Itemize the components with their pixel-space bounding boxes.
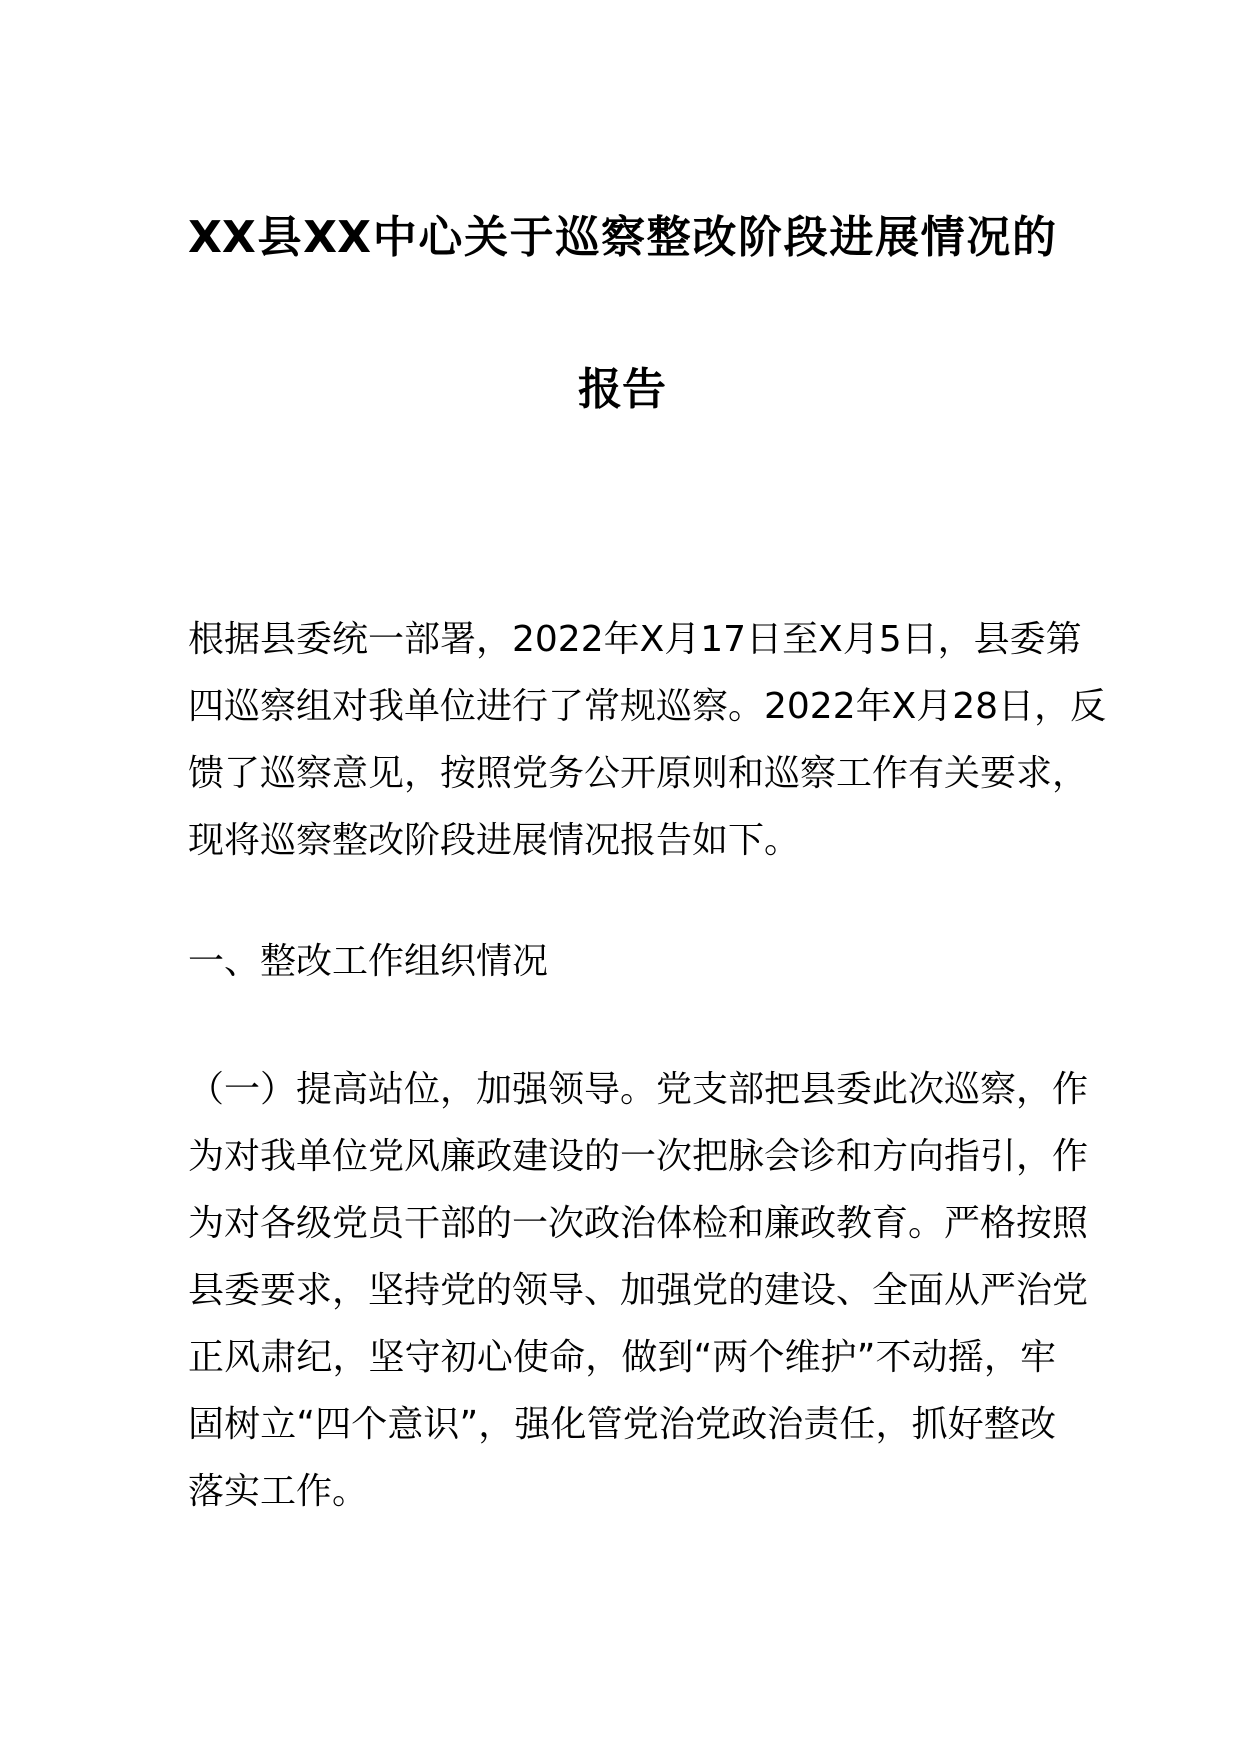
intro-line: 根据县委统一部署，2022年X月17日至X月5日，县委第 [188, 619, 1082, 660]
document-title-line-2: 报告 [578, 364, 666, 415]
intro-line: 现将巡察整改阶段进展情况报告如下。 [188, 820, 801, 861]
subsection-paragraph [188, 1056, 1089, 1525]
subsection-line: 为对我单位党风廉政建设的一次把脉会诊和方向指引，作 [188, 1136, 1089, 1177]
subsection-line: 正风肃纪，坚守初心使命，做到“两个维护”不动摇，牢 [188, 1337, 1056, 1378]
intro-line: 四巡察组对我单位进行了常规巡察。2022年X月28日，反 [188, 686, 1107, 727]
section-heading [188, 928, 1056, 995]
subsection-line: 落实工作。 [188, 1471, 369, 1512]
section-heading-text: 一、整改工作组织情况 [188, 941, 549, 982]
document-title-line-1: XX县XX中心关于巡察整改阶段进展情况的 [188, 212, 1056, 263]
subsection-line: 为对各级党员干部的一次政治体检和廉政教育。严格按照 [188, 1203, 1089, 1244]
subsection-line: 县委要求，坚持党的领导、加强党的建设、全面从严治党 [188, 1270, 1089, 1311]
intro-paragraph [188, 606, 1107, 874]
subsection-line: （一）提高站位，加强领导。党支部把县委此次巡察，作 [188, 1069, 1089, 1110]
intro-line: 馈了巡察意见，按照党务公开原则和巡察工作有关要求， [188, 753, 1089, 794]
subsection-line: 固树立“四个意识”，强化管党治党政治责任，抓好整改 [188, 1404, 1056, 1445]
